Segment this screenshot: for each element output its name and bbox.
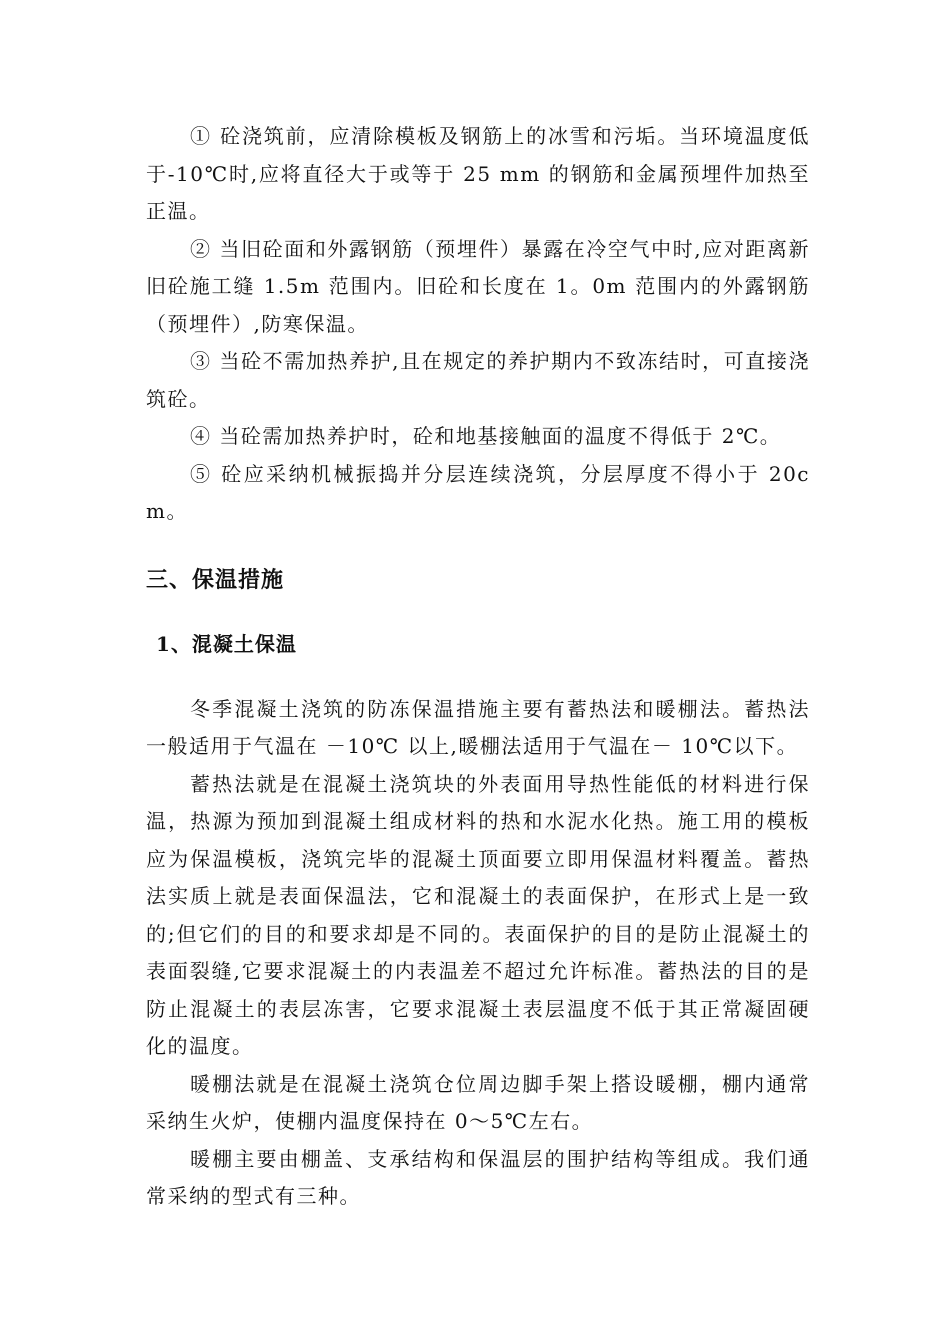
paragraph-heated-shed-method: 暖棚法就是在混凝土浇筑仓位周边脚手架上搭设暖棚，棚内通常采纳生火炉，使棚内温度保持在 0～5℃左右。 [146,1071,810,1133]
subsection-heading: 1、混凝土保温 [156,631,297,656]
paragraph-heating-curing-temperature: ④ 当砼需加热养护时，砼和地基接触面的温度不得低于 2℃。 [190,424,782,448]
paragraph-heat-storage-method: 蓄热法就是在混凝土浇筑块的外表面用导热性能低的材料进行保温，热源为预加到混凝土组成材料的热和水泥水化热。施工用的模板应为保温模板，浇筑完毕的混凝土顶面要立即用保温材料覆盖。蓄热法实质上就是表面保温法，它和混凝土的表面保护，在形式上是一致的;但它们的目的和要求却是不同的。表面保护的目的是防止混凝土的表面裂缝,它要求混凝土的内表温差不超过允许标准。蓄热法的目的是防止混凝土的表层冻害，它要求混凝土表层温度不低于其正常凝固硬化的温度。 [146,771,810,1058]
page-content [146,118,810,1216]
paragraph-winter-methods: 冬季混凝土浇筑的防冻保温措施主要有蓄热法和暖棚法。蓄热法一般适用于气温在 －10℃ 以上,暖棚法适用于气温在－ 10℃以下。 [146,696,810,758]
paragraph-shed-structure: 暖棚主要由棚盖、支承结构和保温层的围护结构等组成。我们通常采纳的型式有三种。 [146,1146,810,1208]
paragraph-old-concrete-protection: ② 当旧砼面和外露钢筋（预埋件）暴露在冷空气中时,应对距离新旧砼施工缝 1.5m 范围内。旧砼和长度在 1。0m 范围内的外露钢筋（预埋件）,防寒保温。 [146,236,810,336]
paragraph-no-heating-curing: ③ 当砼不需加热养护,且在规定的养护期内不致冻结时，可直接浇筑砼。 [146,349,810,411]
paragraph-vibration-layering: ⑤ 砼应采纳机械振捣并分层连续浇筑，分层厚度不得小于 20cm。 [146,461,810,523]
paragraph-concrete-pouring-prep: ① 砼浇筑前，应清除模板及钢筋上的冰雪和污垢。当环境温度低于-10℃时,应将直径大于或等于 25 mm 的钢筋和金属预埋件加热至正温。 [146,124,810,223]
section-heading: 三、保温措施 [146,567,285,593]
